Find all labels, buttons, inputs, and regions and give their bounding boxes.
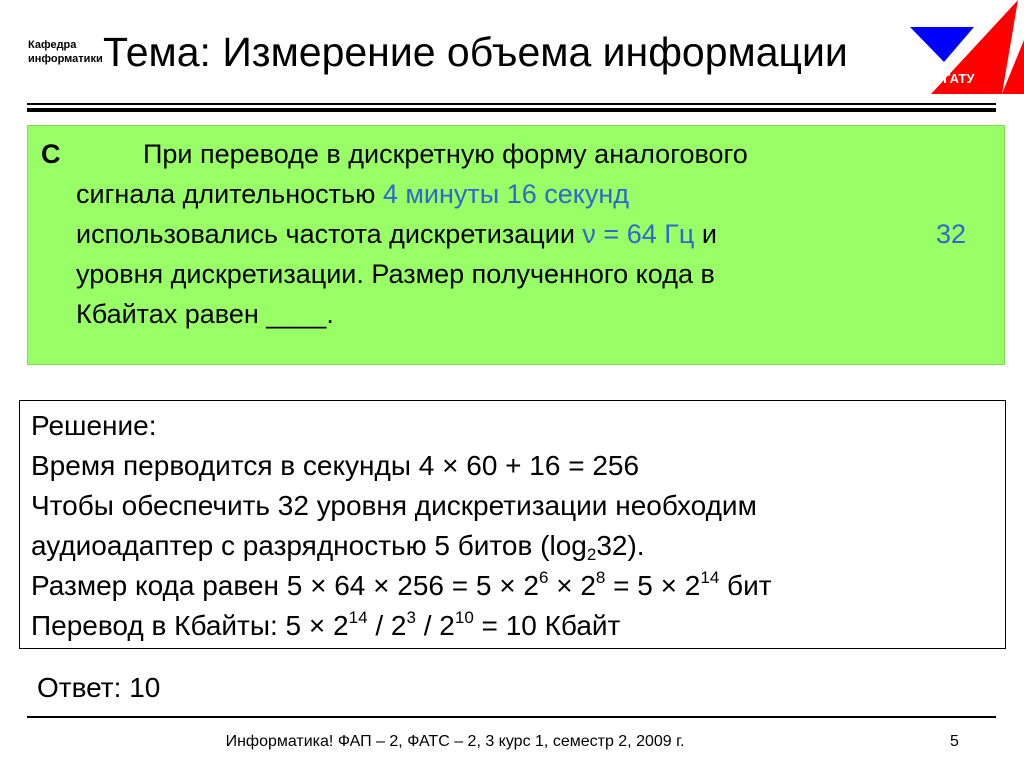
solution-line-2: Чтобы обеспечить 32 уровня дискретизации необходим [31, 490, 757, 521]
solution-line-5-part-4: = 10 Кбайт [473, 610, 621, 641]
task-line-3-conj: и [694, 219, 717, 249]
task-letter: С [41, 139, 61, 169]
task-line-3-text: использовались частота дискретизации [76, 219, 583, 249]
task-box [27, 125, 1005, 365]
exponent: 14 [348, 608, 368, 627]
log-base: 2 [586, 545, 597, 564]
department-label [28, 38, 103, 66]
solution-box [19, 400, 1006, 649]
page-number: 5 [950, 733, 959, 750]
exponent: 10 [454, 608, 474, 627]
task-line-1: При переводе в дискретную форму аналогового [143, 139, 748, 169]
exponent: 8 [595, 568, 606, 587]
task-line-3 [76, 214, 717, 254]
task-line-2-text: сигнала длительностью [76, 179, 383, 209]
slide-title: Тема: Измерение объема информации [103, 29, 848, 75]
solution-line-4 [31, 566, 772, 606]
task-duration: 4 минуты 16 секунд [382, 179, 630, 209]
solution-line-4-part-4: бит [719, 570, 772, 601]
solution-line-5 [31, 606, 620, 646]
logo-label: УГАТУ [935, 71, 975, 86]
footer-text: Информатика! ФАП – 2, ФАТС – 2, 3 курс 1, семестр 2, 2009 г. [225, 733, 685, 750]
solution-line-3-text: аудиоадаптер с разрядностью 5 битов (log [31, 530, 587, 561]
solution-heading: Решение: [31, 410, 157, 441]
exponent: 3 [406, 608, 416, 627]
task-frequency: ν = 64 Гц [582, 219, 695, 249]
department-line-2: информатики [28, 53, 103, 65]
solution-line-4-part-3: = 5 × 2 [605, 570, 701, 601]
task-levels: 32 [936, 219, 967, 249]
exponent: 6 [538, 568, 549, 587]
solution-line-3-end: 32). [596, 530, 645, 561]
answer-text: Ответ: 10 [37, 672, 161, 703]
solution-line-5-part-1: Перевод в Кбайты: 5 × 2 [31, 610, 349, 641]
header-divider-bottom [27, 108, 996, 112]
footer-divider [27, 716, 996, 718]
exponent: 14 [700, 568, 720, 587]
solution-line-5-part-3: / 2 [415, 610, 455, 641]
task-line-5: Кбайтах равен ____. [76, 299, 334, 329]
solution-line-1: Время перводится в секунды 4 × 60 + 16 = 256 [31, 450, 640, 481]
solution-line-4-part-2: × 2 [548, 570, 596, 601]
department-line-1: Кафедра [28, 39, 77, 51]
solution-line-3 [31, 526, 645, 566]
task-line-2 [76, 174, 629, 214]
solution-line-5-part-2: / 2 [367, 610, 407, 641]
task-line-4: уровня дискретизации. Размер полученного кода в [76, 259, 715, 289]
header-divider-top [27, 103, 996, 105]
solution-line-4-part-1: Размер кода равен 5 × 64 × 256 = 5 × 2 [31, 570, 539, 601]
